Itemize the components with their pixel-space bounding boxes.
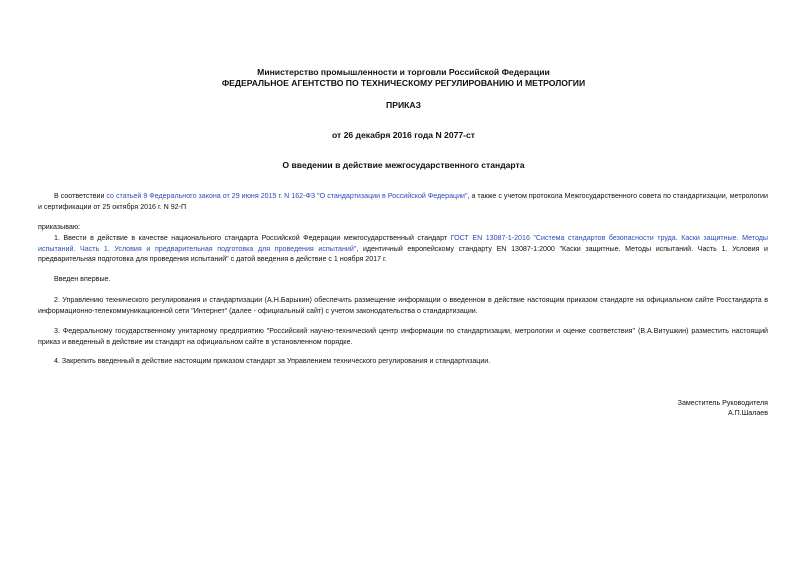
introduced-first-note: Введен впервые.: [54, 275, 111, 283]
preamble-rest: , а также с учетом протокола Межгосударственного совета по стандартизации, метрологии и сертификации от 25 октября 2016 г. N 92-П: [38, 192, 768, 211]
ministry-title: Министерство промышленности и торговли Российской Федерации: [257, 67, 550, 77]
document-subject: О введении в действие межгосударственного стандарта: [282, 160, 525, 170]
item-1-text-end: , идентичный европейскому стандарту EN 13087-1:2000 "Каски защитные. Методы испытаний. Часть 1. Условия и предварительная подготовка для проведения испытаний" с датой введения в действие с 1 ноября 2017 г.: [38, 244, 768, 264]
document-date-number: от 26 декабря 2016 года N 2077-ст: [331, 130, 476, 140]
law-link[interactable]: со статьей 9 Федерального закона от 29 июня 2015 г. N 162-ФЗ "О стандартизации в Российской Федерации": [106, 192, 468, 200]
agency-title: ФЕДЕРАЛЬНОЕ АГЕНТСТВО ПО ТЕХНИЧЕСКОМУ РЕГУЛИРОВАНИЮ И МЕТРОЛОГИИ: [221, 78, 586, 88]
item-4-paragraph: 4. Закрепить введенный в действие настоящим приказом стандарт за Управлением технического регулирования и стандартизации.: [54, 357, 491, 365]
signatory-position: Заместитель Руководителя: [677, 399, 768, 407]
item-1-text: 1. Ввести в действие в качестве национального стандарта Российской Федерации межгосударственный стандарт: [54, 234, 451, 242]
item-1-paragraph: [38, 233, 768, 265]
item-2-paragraph: 2. Управлению технического регулирования и стандартизации (А.Н.Барыкин) обеспечить размещение информации о введенном в действие настоящим приказом стандарте на официальном сайте Росстандарта в информационно-телекоммуникационной сети "Интернет" (далее - официальный сайт) с учетом законодательства о стандартизации.: [38, 296, 768, 315]
document-type: ПРИКАЗ: [386, 100, 421, 110]
item-3-paragraph: 3. Федеральному государственному унитарному предприятию "Российский научно-технический центр информации по стандартизации, метрологии и оценке соответствия" (В.А.Витушкин) разместить настоящий приказ и введенный в действие им стандарт на официальном сайте в установленном порядке.: [38, 327, 768, 346]
preamble-intro: В соответствии: [54, 192, 107, 200]
signatory-name: А.П.Шалаев: [727, 409, 768, 417]
standard-link[interactable]: ГОСТ EN 13087-1-2016 "Система стандартов безопасности труда. Каски защитные. Методы испытаний. Часть 1. Условия и предварительная подготовка для проведения испытаний": [38, 234, 768, 253]
preamble-paragraph: [38, 191, 768, 212]
orders-word: приказываю:: [38, 223, 81, 231]
